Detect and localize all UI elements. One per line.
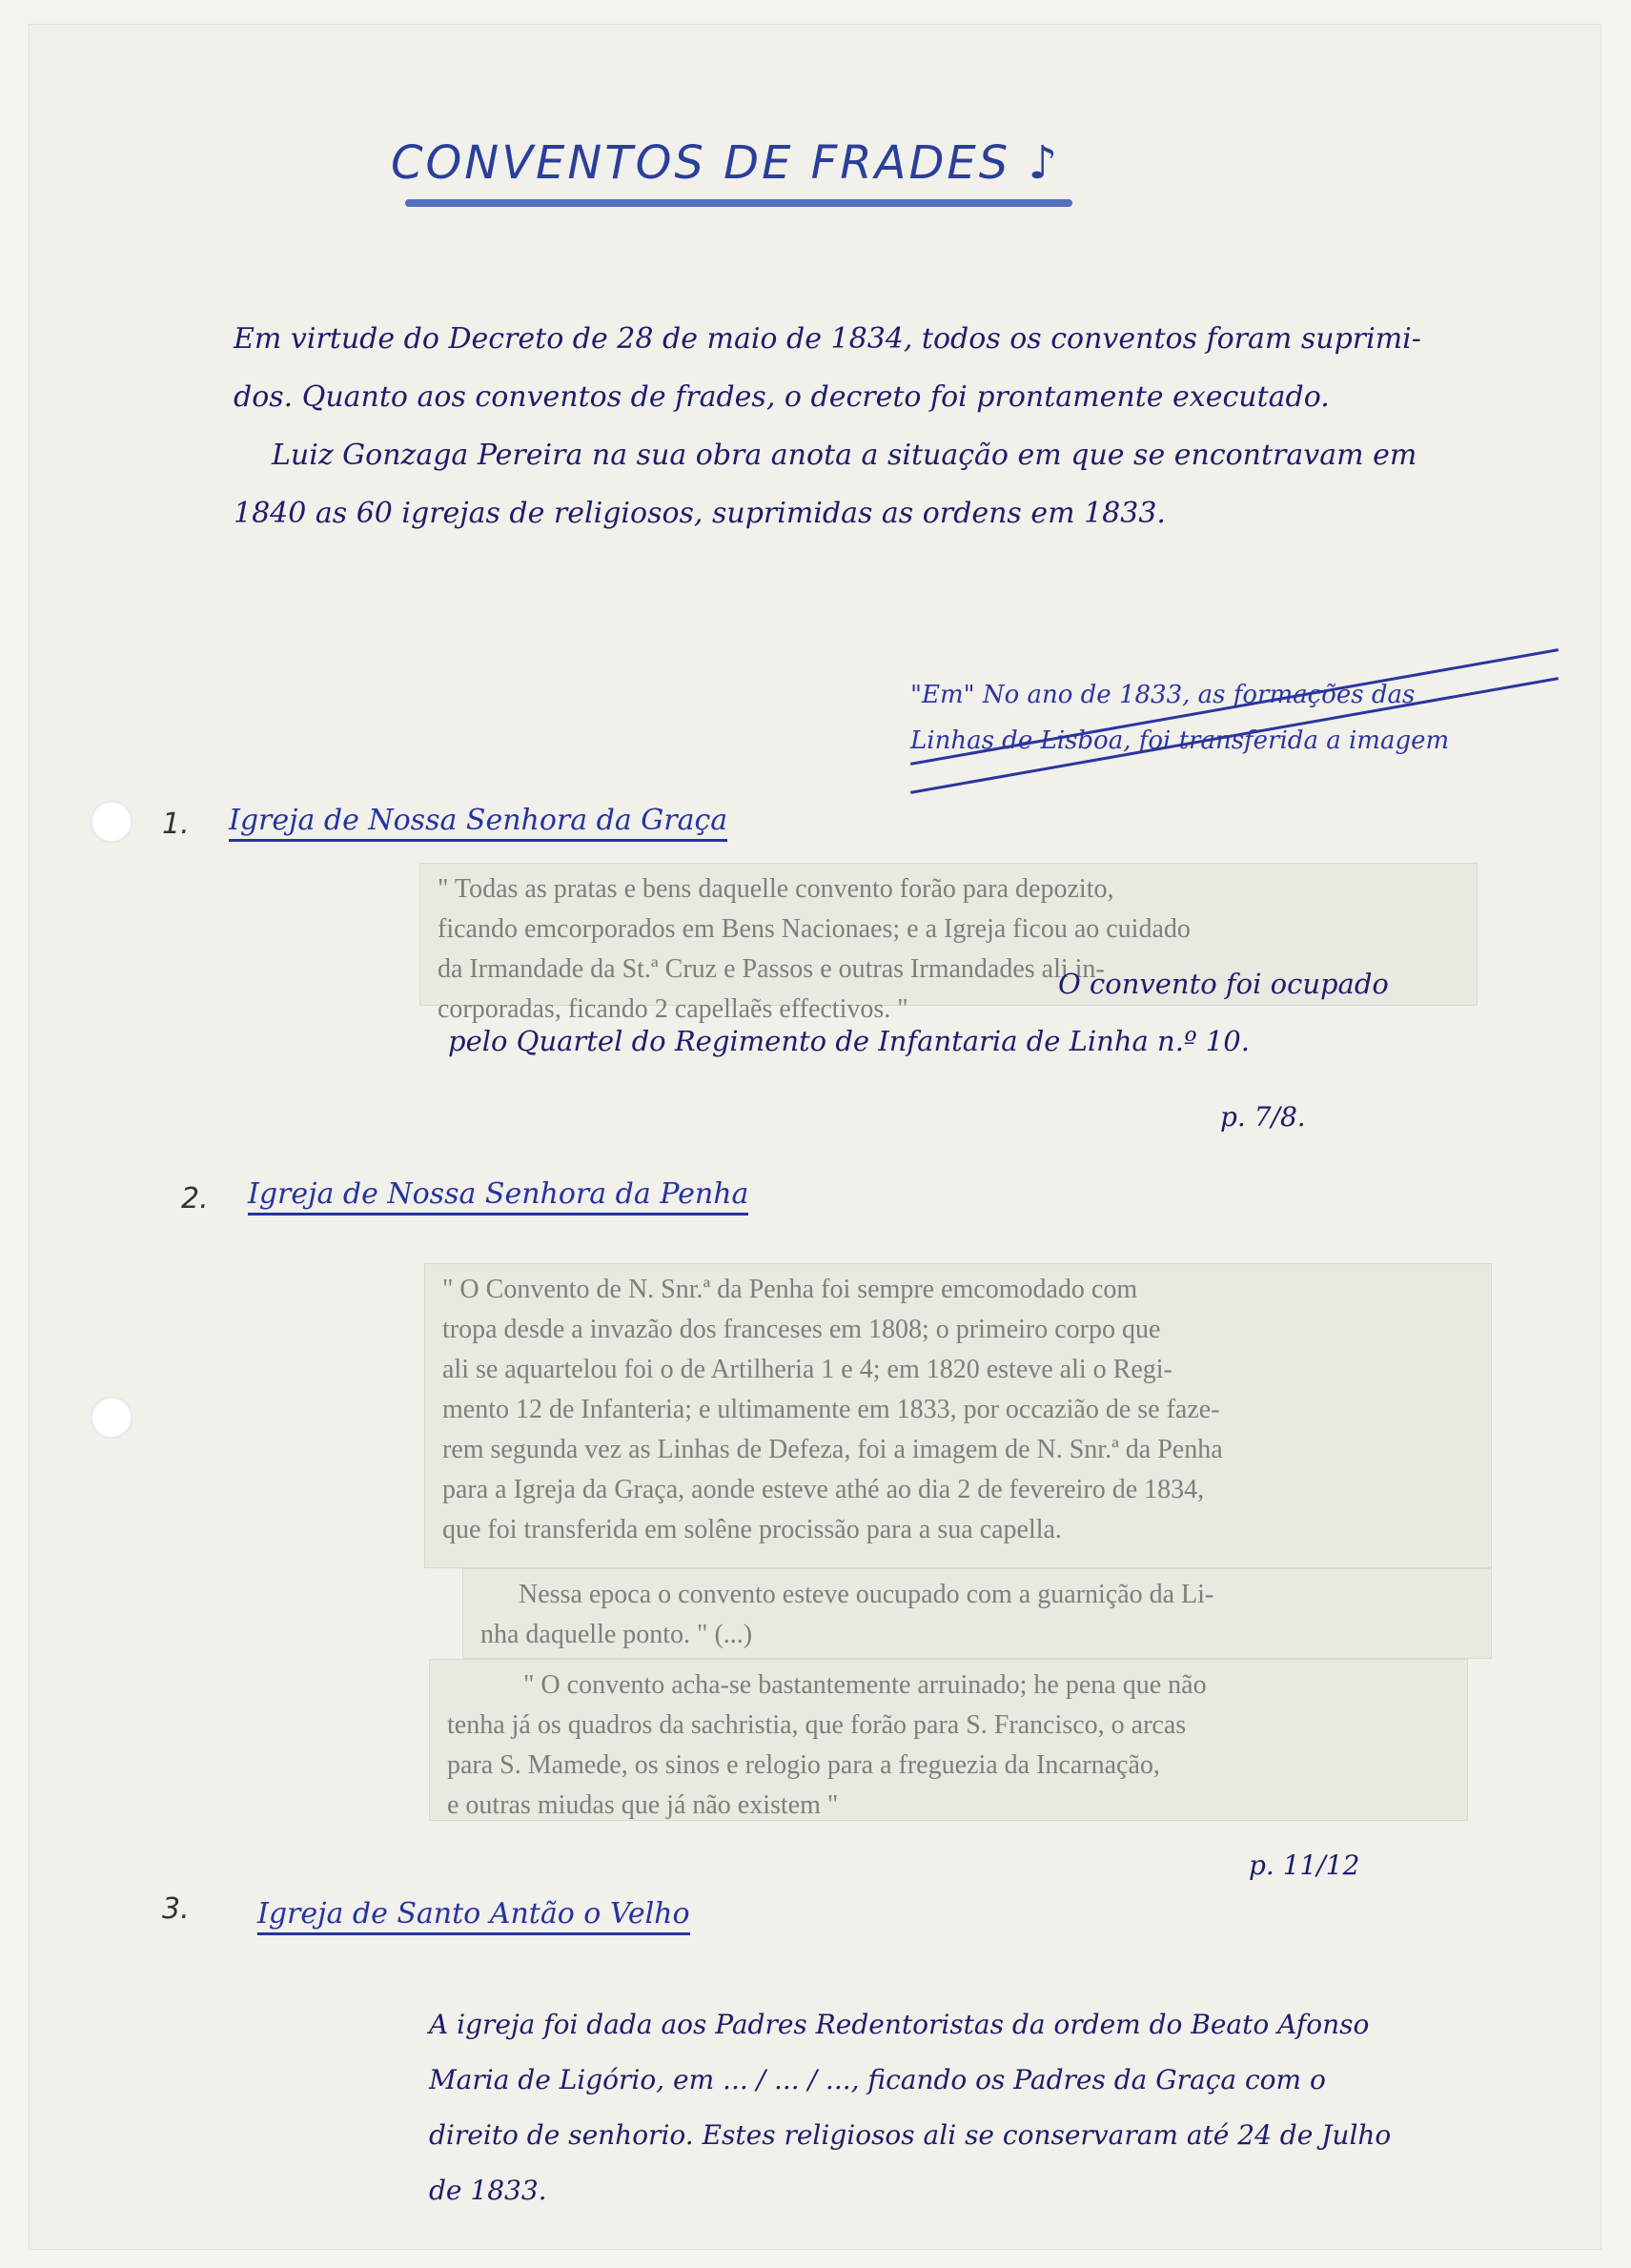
clipping-line: Nessa epoca o convento esteve oucupado com a guarnição da Li- <box>519 1580 1214 1609</box>
handwritten-note: pelo Quartel do Regimento de Infantaria de Linha n.º 10. <box>448 1025 1250 1057</box>
page-reference: p. 7/8. <box>1220 1101 1306 1133</box>
document-page <box>29 24 1601 2250</box>
clipping-line: da Irmandade da St.ª Cruz e Passos e outras Irmandades ali in- <box>438 954 1105 984</box>
punch-hole <box>91 801 133 843</box>
crossed-out-note <box>910 672 1578 764</box>
intro-line: 1840 as 60 igrejas de religiosos, suprimidas as ordens em 1833. <box>234 497 1166 530</box>
intro-line: dos. Quanto aos conventos de frades, o decreto foi prontamente executado. <box>234 380 1330 414</box>
clipping-line: tropa desde a invazão dos franceses em 1808; o primeiro corpo que <box>442 1315 1161 1344</box>
clipping-line: que foi transferida em solêne procissão para a sua capella. <box>442 1515 1062 1544</box>
clipping-line: " O convento acha-se bastantemente arruinado; he pena que não <box>523 1670 1207 1700</box>
section-heading: Igreja de Nossa Senhora da Graça <box>229 804 727 842</box>
crossed-line: "Em" No ano de 1833, as formações das <box>910 681 1416 709</box>
music-note-mark: ♪ <box>1028 136 1061 190</box>
intro-paragraph <box>234 310 1501 542</box>
section-heading: Igreja de Santo Antão o Velho <box>257 1897 690 1935</box>
intro-line: Luiz Gonzaga Pereira na sua obra anota a situação em que se encontravam em <box>272 439 1417 472</box>
paragraph-line: de 1833. <box>429 2175 547 2206</box>
punch-hole <box>91 1397 133 1439</box>
clipping-line: rem segunda vez as Linhas de Defeza, foi a imagem de N. Snr.ª da Penha <box>442 1435 1223 1464</box>
clipping-line: nha daquelle ponto. " (...) <box>480 1620 753 1649</box>
clipping-line: " Todas as pratas e bens daquelle convento forão para depozito, <box>438 874 1114 904</box>
clipping-line: e outras miudas que já não existem " <box>447 1790 839 1820</box>
title-underline <box>405 199 1072 207</box>
clipping-line: para a Igreja da Graça, aonde esteve athé ao dia 2 de fevereiro de 1834, <box>442 1475 1205 1504</box>
handwritten-note: O convento foi ocupado <box>1058 968 1389 1000</box>
clipping-line: corporadas, ficando 2 capellaẽs effectivos. " <box>438 994 908 1024</box>
section-number: 1. <box>162 807 190 841</box>
newspaper-clipping <box>462 1568 1492 1659</box>
clipping-line: ficando emcorporados em Bens Nacionaes; e a Igreja ficou ao cuidado <box>438 914 1191 944</box>
paragraph-line: A igreja foi dada aos Padres Redentoristas da ordem do Beato Afonso <box>429 2009 1370 2040</box>
clipping-line: " O Convento de N. Snr.ª da Penha foi sempre emcomodado com <box>442 1275 1138 1304</box>
page-title: CONVENTOS DE FRADES ♪ <box>391 136 1061 190</box>
newspaper-clipping <box>429 1659 1468 1821</box>
paragraph-line: direito de senhorio. Estes religiosos ali se conservaram até 24 de Julho <box>429 2119 1392 2151</box>
newspaper-clipping <box>424 1263 1492 1568</box>
intro-line: Em virtude do Decreto de 28 de maio de 1834, todos os conventos foram suprimi- <box>234 322 1421 356</box>
section-number: 3. <box>162 1892 190 1926</box>
clipping-line: tenha já os quadros da sachristia, que forão para S. Francisco, o arcas <box>447 1710 1187 1740</box>
paragraph-line: Maria de Ligório, em ... / ... / ..., ficando os Padres da Graça com o <box>429 2064 1326 2095</box>
crossed-line: Linhas de Lisboa, foi transferida a imagem <box>910 726 1450 755</box>
section-number: 2. <box>181 1182 209 1216</box>
clipping-line: ali se aquartelou foi o de Artilheria 1 e 4; em 1820 esteve ali o Regi- <box>442 1355 1172 1384</box>
page-reference: p. 11/12 <box>1249 1849 1360 1881</box>
section-paragraph <box>429 1997 1506 2218</box>
section-heading: Igreja de Nossa Senhora da Penha <box>248 1177 748 1216</box>
clipping-line: mento 12 de Infanteria; e ultimamente em 1833, por occazião de se faze- <box>442 1395 1220 1424</box>
clipping-line: para S. Mamede, os sinos e relogio para a freguezia da Incarnação, <box>447 1750 1160 1780</box>
